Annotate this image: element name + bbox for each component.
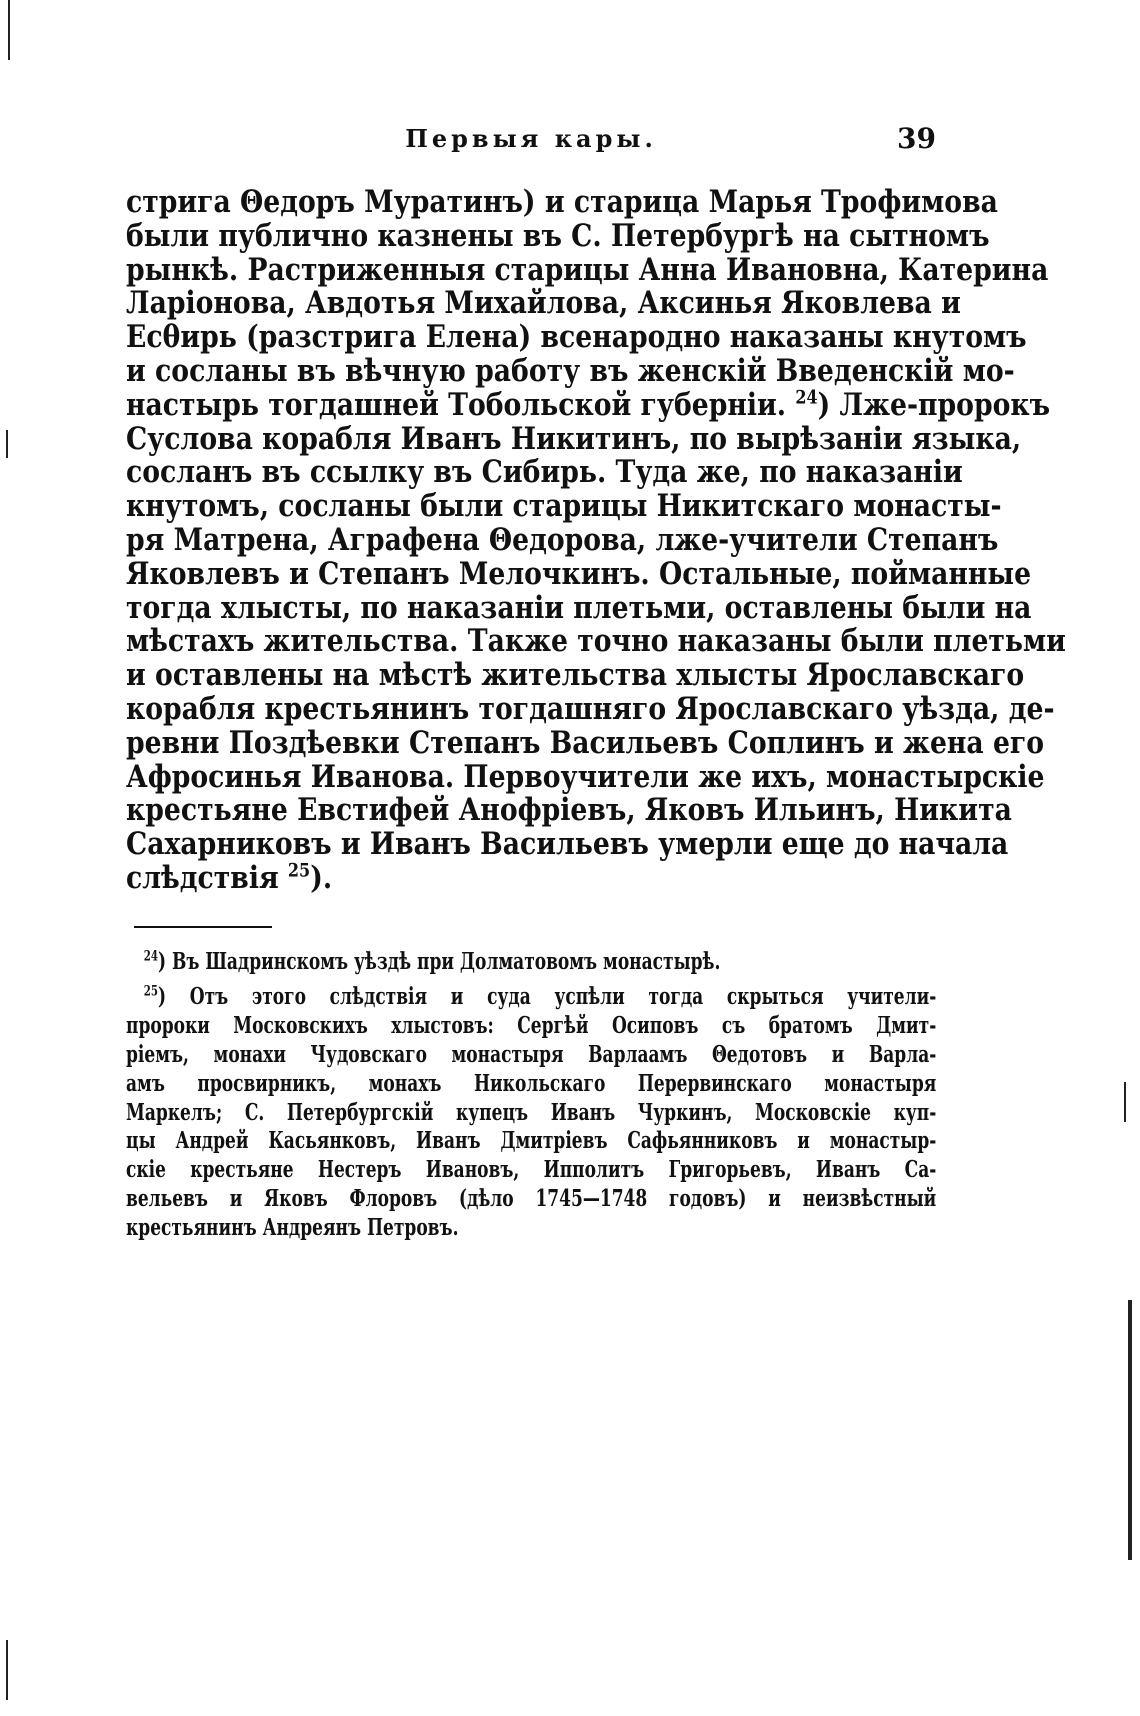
footnote-25 xyxy=(126,983,936,1243)
scan-edge-mark-bottom-left xyxy=(6,1640,8,1700)
text-line: кнутомъ, сосланы были старицы Никитскаго монасты- xyxy=(126,488,1002,525)
text-line: корабля крестьянинъ тогдашняго Ярославскаго уѣзда, де- xyxy=(126,690,1055,727)
text-line: были публично казнены въ С. Петербургѣ на сытномъ xyxy=(126,217,990,254)
footnote-line: пророки Московскихъ хлыстовъ: Сергѣй Осиповъ съ братомъ Дмит- xyxy=(126,1011,937,1039)
text-line: сосланъ въ ссылку въ Сибирь. Туда же, по наказаніи xyxy=(126,454,963,491)
footnote-marker-24: 24 xyxy=(143,948,158,965)
text-line: рынкѣ. Растриженныя старицы Анна Ивановна, Катерина xyxy=(126,251,1049,288)
running-head xyxy=(126,124,936,164)
text-line-part: Лже-пророкъ xyxy=(839,386,1051,423)
footnotes xyxy=(126,948,936,1243)
running-title: Первыя кары. xyxy=(405,124,657,153)
footnote-line: $^{25}$) Отъ этого слѣдствія и суда успѣли тогда скрыться учители- xyxy=(143,982,937,1010)
text-line: Ларіонова, Авдотья Михайлова, Аксинья Яковлева и xyxy=(126,285,961,322)
text-line: Суслова корабля Иванъ Никитинъ, по вырѣзаніи языка, xyxy=(126,420,1022,457)
footnote-ref-25[interactable]: 25 xyxy=(287,860,311,882)
text-line: Есθирь (разстрига Елена) всенародно наказаны кнутомъ xyxy=(126,319,1027,356)
text-line: крестьяне Евстифей Анофріевъ, Яковъ Ильинъ, Никита xyxy=(126,792,1012,829)
text-line: тогда хлысты, по наказаніи плетьми, оставлены были на xyxy=(126,589,1032,626)
footnote-line: цы Андрей Касьянковъ, Иванъ Дмитріевъ Сафьянниковъ и монастыр- xyxy=(126,1127,937,1155)
text-line: стрига Θедоръ Муратинъ) и старица Марья Трофимова xyxy=(126,184,998,220)
text-line: и оставлены на мѣстѣ жительства хлысты Ярославскаго xyxy=(126,657,1025,694)
scan-edge-mark-left-mid xyxy=(6,430,8,458)
text-line: настырь тогдашней Тобольской губерніи. $^{24}$) Лже-пророкъ xyxy=(126,386,1051,423)
text-line: слѣдствія $^{25}$). xyxy=(126,859,333,896)
footnote-line: амъ просвирникъ, монахъ Никольскаго Перервинскаго монастыря xyxy=(126,1069,937,1097)
text-line: мѣстахъ жительства. Также точно наказаны были плетьми xyxy=(126,623,1066,660)
scan-edge-mark-right xyxy=(1128,1300,1132,1560)
footnote-line: ріемъ, монахи Чудовскаго монастыря Варлаамъ Θедотовъ и Варла- xyxy=(126,1040,937,1068)
scan-edge-mark-right-small xyxy=(1124,1082,1126,1122)
footnote-line: крестьянинъ Андреянъ Петровъ. xyxy=(126,1214,459,1242)
text-line: Сахарниковъ и Иванъ Васильевъ умерли еще до начала xyxy=(126,826,1009,863)
footnote-line: Маркелъ; С. Петербургскій купецъ Иванъ Чуркинъ, Московскіе куп- xyxy=(126,1098,937,1126)
footnote-line-text: Отъ этого слѣдствія и суда успѣли тогда скрыться учители- xyxy=(189,982,937,1010)
text-line: и сосланы въ вѣчную работу въ женскій Введенскій мо- xyxy=(126,352,1015,389)
footnote-ref-24[interactable]: 24 xyxy=(795,387,818,409)
main-text xyxy=(126,184,1066,896)
footnote-line: вельевъ и Яковъ Флоровъ (дѣло 1745—1748 годовъ) и неизвѣстный xyxy=(126,1185,937,1213)
page-number: 39 xyxy=(897,122,936,155)
text-line: Афросинья Иванова. Первоучители же ихъ, монастырскіе xyxy=(126,758,1045,795)
footnote-separator xyxy=(134,926,272,928)
text-line: Яковлевъ и Степанъ Мелочкинъ. Остальные, пойманные xyxy=(126,555,1032,592)
text-line-part: настырь тогдашней Тобольской губерніи. xyxy=(126,386,787,423)
footnote-marker-25: 25 xyxy=(143,983,158,1000)
footnote-24: $^{24}$) Въ Шадринскомъ уѣздѣ при Долматовомъ монастырѣ. xyxy=(143,948,721,975)
scan-edge-mark-top-left xyxy=(8,0,10,60)
footnote-24-text: Въ Шадринскомъ уѣздѣ при Долматовомъ монастырѣ. xyxy=(171,948,721,975)
text-line: ревни Поздѣевки Степанъ Васильевъ Соплинъ и жена его xyxy=(126,724,1045,761)
text-line-part: слѣдствія xyxy=(126,859,279,896)
footnote-line: скіе крестьяне Нестеръ Ивановъ, Ипполитъ Григорьевъ, Иванъ Са- xyxy=(126,1156,937,1184)
text-line: ря Матрена, Аграфена Θедорова, лже-учители Степанъ xyxy=(126,521,999,558)
